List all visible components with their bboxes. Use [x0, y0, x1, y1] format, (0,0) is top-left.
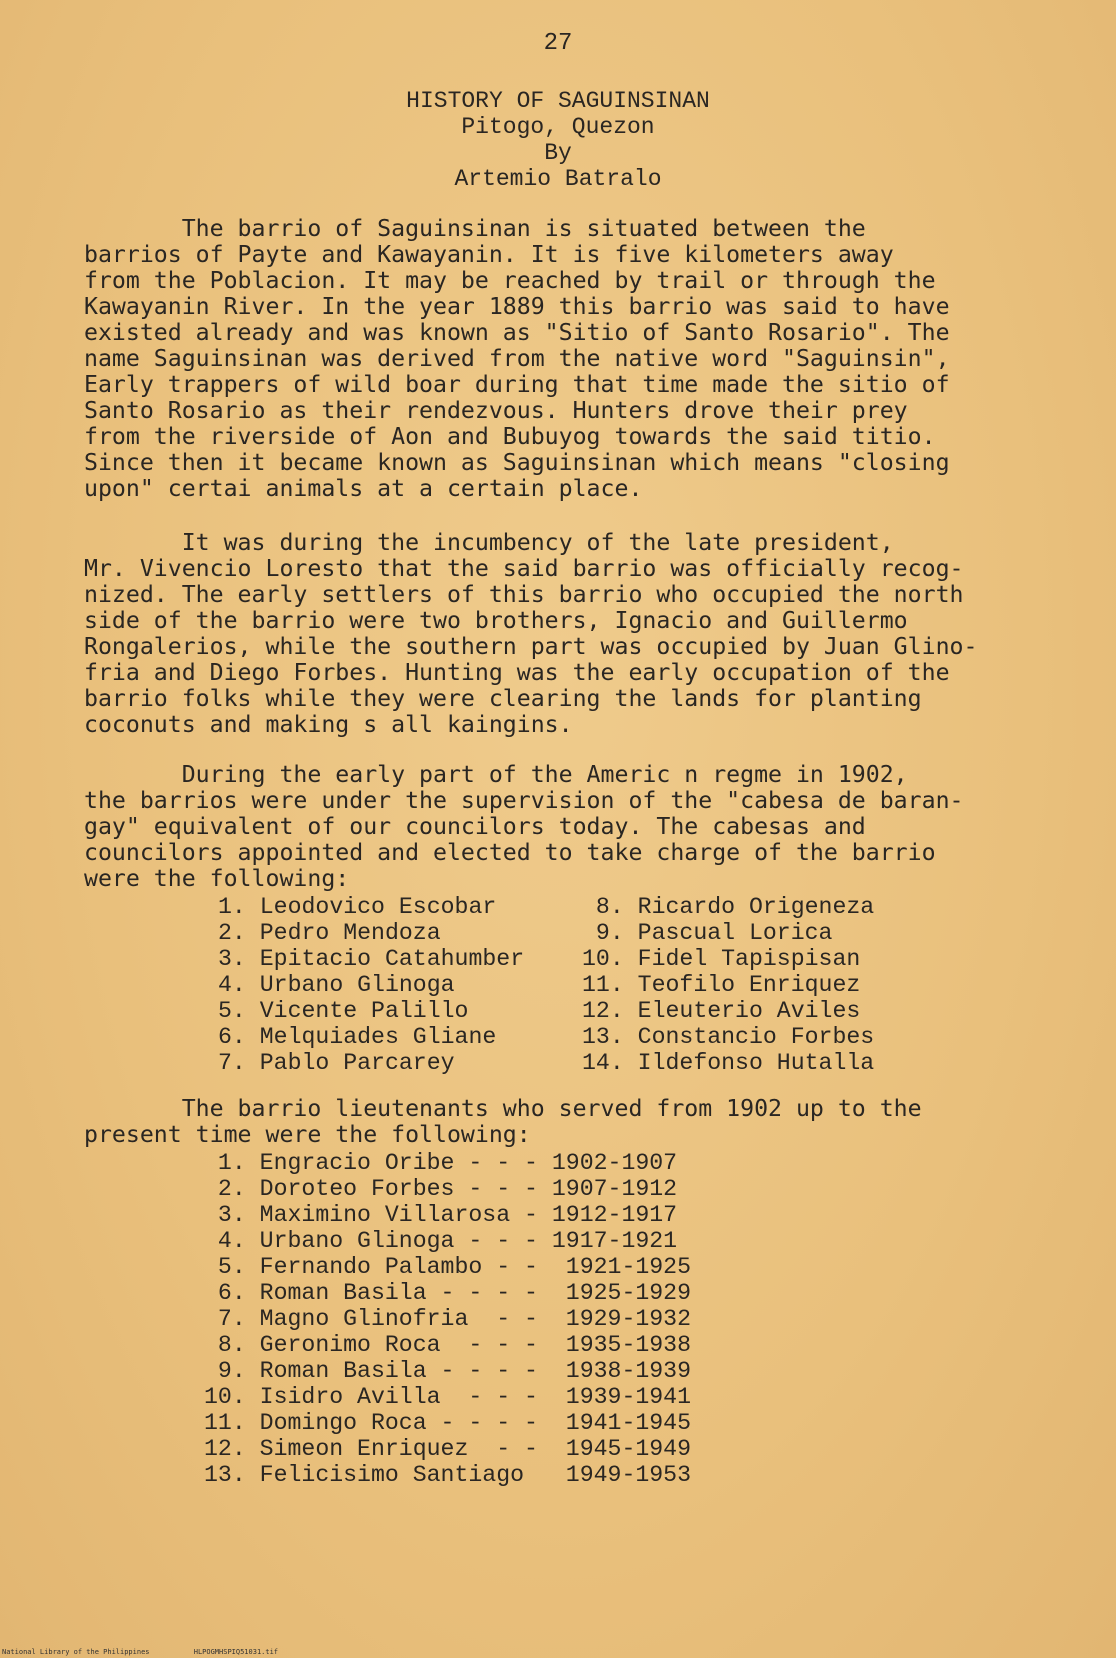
cabesa-item: 6. Melquiades Gliane: [218, 1024, 497, 1050]
cabesa-item: 8. Ricardo Origeneza: [582, 894, 875, 920]
library-credit: National Library of the Philippines: [2, 1648, 150, 1656]
text-line: It was during the incumbency of the late president,: [84, 529, 894, 556]
text-line: Mr. Vivencio Loresto that the said barrio was officially recog-: [84, 555, 964, 582]
paragraph-lieutenants: [84, 1096, 1044, 1148]
cabesa-item: 1. Leodovico Escobar: [218, 894, 497, 920]
text-line: Since then it became known as Saguinsinan which means "closing: [84, 449, 950, 476]
text-line: present time were the following:: [84, 1121, 531, 1148]
lieutenant-list: [204, 1150, 691, 1488]
cabesa-item: 9. Pascual Lorica: [582, 920, 833, 946]
cabesa-item: 12. Eleuterio Aviles: [582, 998, 861, 1024]
paragraph-settlers: [84, 530, 1044, 738]
lieutenant-item: 12. Simeon Enriquez - - 1945-1949: [204, 1436, 692, 1462]
cabesa-list-right: [582, 894, 874, 1076]
text-line: name Saguinsinan was derived from the native word "Saguinsin",: [84, 345, 950, 372]
lieutenant-item: 10. Isidro Avilla - - - 1939-1941: [204, 1384, 692, 1410]
document-location: Pitogo, Quezon: [461, 114, 655, 140]
lieutenant-item: 3. Maximino Villarosa - 1912-1917: [204, 1202, 678, 1228]
paragraph-origin: [84, 216, 1044, 502]
cabesa-item: 4. Urbano Glinoga: [218, 972, 455, 998]
cabesa-item: 2. Pedro Mendoza: [218, 920, 441, 946]
text-line: barrio folks while they were clearing the lands for planting: [84, 685, 922, 712]
author-name: Artemio Batralo: [454, 166, 662, 192]
lieutenant-item: 6. Roman Basila - - - - 1925-1929: [204, 1280, 692, 1306]
cabesa-item: 13. Constancio Forbes: [582, 1024, 875, 1050]
text-line: from the Poblacion. It may be reached by trail or through the: [84, 267, 936, 294]
text-line: The barrio lieutenants who served from 1902 up to the: [84, 1095, 922, 1122]
page-number: 27: [543, 30, 573, 57]
text-line: The barrio of Saguinsinan is situated between the: [84, 215, 866, 242]
text-line: side of the barrio were two brothers, Ignacio and Guillermo: [84, 607, 908, 634]
text-line: upon" certai animals at a certain place.: [84, 475, 643, 502]
cabesa-item: 7. Pablo Parcarey: [218, 1050, 455, 1076]
text-line: Santo Rosario as their rendezvous. Hunters drove their prey: [84, 397, 908, 424]
text-line: were the following:: [84, 865, 350, 892]
text-line: nized. The early settlers of this barrio who occupied the north: [84, 581, 964, 608]
text-line: gay" equivalent of our councilors today. The cabesas and: [84, 813, 866, 840]
text-line: councilors appointed and elected to take charge of the barrio: [84, 839, 936, 866]
scan-footer: [2, 1648, 318, 1656]
text-line: Early trappers of wild boar during that time made the sitio of: [84, 371, 950, 398]
cabesa-item: 10. Fidel Tapispisan: [582, 946, 861, 972]
text-line: the barrios were under the supervision of the "cabesa de baran-: [84, 787, 964, 814]
lieutenant-item: 11. Domingo Roca - - - - 1941-1945: [204, 1410, 692, 1436]
file-name: HLPOGMHSPIQ51031.tif: [193, 1648, 279, 1656]
text-line: During the early part of the Americ n regme in 1902,: [84, 761, 908, 788]
text-line: barrios of Payte and Kawayanin. It is five kilometers away: [84, 241, 894, 268]
text-line: Kawayanin River. In the year 1889 this barrio was said to have: [84, 293, 950, 320]
lieutenant-item: 13. Felicisimo Santiago 1949-1953: [204, 1462, 692, 1488]
cabesa-item: 14. Ildefonso Hutalla: [582, 1050, 875, 1076]
lieutenant-item: 2. Doroteo Forbes - - - 1907-1912: [204, 1176, 678, 1202]
lieutenant-item: 5. Fernando Palambo - - 1921-1925: [204, 1254, 692, 1280]
cabesa-item: 5. Vicente Palillo: [218, 998, 469, 1024]
text-line: Rongalerios, while the southern part was occupied by Juan Glino-: [84, 633, 978, 660]
text-line: existed already and was known as "Sitio of Santo Rosario". The: [84, 319, 950, 346]
text-line: from the riverside of Aon and Bubuyog towards the said titio.: [84, 423, 936, 450]
paragraph-cabesas: [84, 762, 1044, 892]
text-line: coconuts and making s all kaingins.: [84, 711, 573, 738]
lieutenant-item: 9. Roman Basila - - - - 1938-1939: [204, 1358, 692, 1384]
byline-label: By: [544, 140, 572, 166]
lieutenant-item: 4. Urbano Glinoga - - - 1917-1921: [204, 1228, 678, 1254]
cabesa-item: 11. Teofilo Enriquez: [582, 972, 861, 998]
text-line: fria and Diego Forbes. Hunting was the early occupation of the: [84, 659, 950, 686]
lieutenant-item: 8. Geronimo Roca - - - 1935-1938: [204, 1332, 692, 1358]
lieutenant-item: 1. Engracio Oribe - - - 1902-1907: [204, 1150, 678, 1176]
cabesa-list-left: [218, 894, 524, 1076]
document-title: HISTORY OF SAGUINSINAN: [406, 88, 710, 114]
lieutenant-item: 7. Magno Glinofria - - 1929-1932: [204, 1306, 692, 1332]
cabesa-item: 3. Epitacio Catahumber: [218, 946, 525, 972]
